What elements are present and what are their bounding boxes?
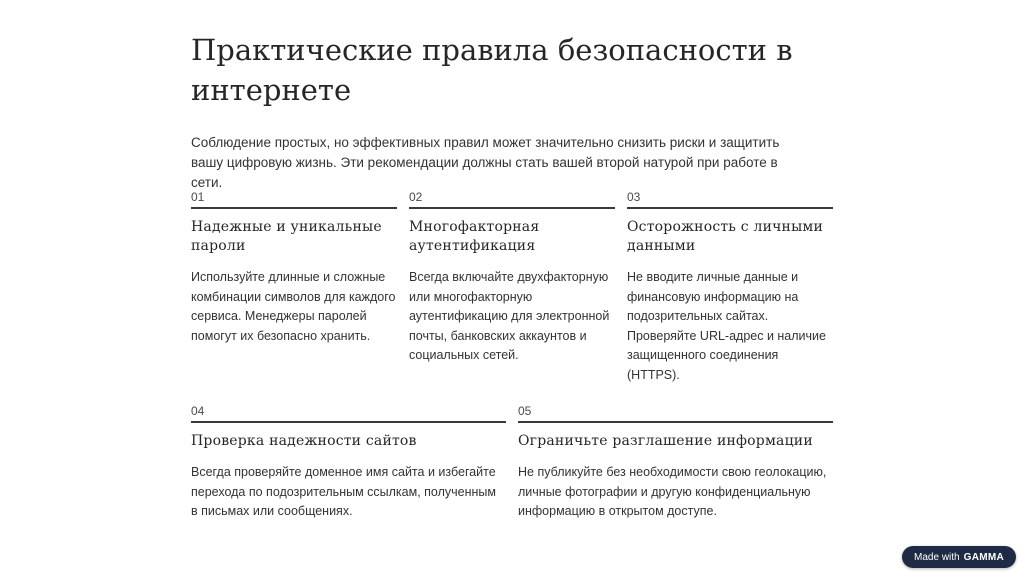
card-number: 04: [191, 404, 506, 423]
card-text: Всегда включайте двухфакторную или многофакторную аутентификацию для электронной почты, банковских аккаунтов и социальных сетей.: [409, 270, 610, 363]
card-number: 03: [627, 190, 833, 209]
card-title: Осторожность с личными данными: [627, 219, 824, 254]
rule-card-limit-disclosure: [518, 404, 833, 522]
card-text: Не публикуйте без необходимости свою геолокацию, личные фотографии и другую конфиденциальную информацию в открытом доступе.: [518, 465, 827, 519]
made-with-gamma-badge[interactable]: [902, 546, 1016, 568]
gamma-logo: GAMMA: [963, 551, 1004, 563]
rule-card-site-check: [191, 404, 506, 522]
rule-card-passwords: [191, 190, 397, 346]
card-title: Проверка надежности сайтов: [191, 433, 417, 449]
card-title: Многофакторная аутентификация: [409, 219, 540, 254]
card-title: Надежные и уникальные пароли: [191, 219, 382, 254]
rule-card-personal-data: [627, 190, 833, 386]
page-title: Практические правила безопасности в интернете: [191, 33, 793, 107]
rule-card-mfa: [409, 190, 615, 366]
card-number: 05: [518, 404, 833, 423]
card-text: Всегда проверяйте доменное имя сайта и избегайте перехода по подозрительным ссылкам, полученным в письмах или сообщениях.: [191, 465, 496, 519]
card-number: 02: [409, 190, 615, 209]
card-text: Используйте длинные и сложные комбинации символов для каждого сервиса. Менеджеры паролей помогут их безопасно хранить.: [191, 270, 396, 343]
intro-paragraph: Соблюдение простых, но эффективных правил может значительно снизить риски и защитить вашу цифровую жизнь. Эти рекомендации должны стать вашей второй натурой при работе в сети.: [191, 135, 780, 190]
card-title: Ограничьте разглашение информации: [518, 433, 813, 449]
badge-prefix: Made with: [914, 551, 960, 563]
card-text: Не вводите личные данные и финансовую информацию на подозрительных сайтах. Проверяйте URL-адрес и наличие защищенного соединения (HTTPS).: [627, 270, 826, 382]
card-number: 01: [191, 190, 397, 209]
